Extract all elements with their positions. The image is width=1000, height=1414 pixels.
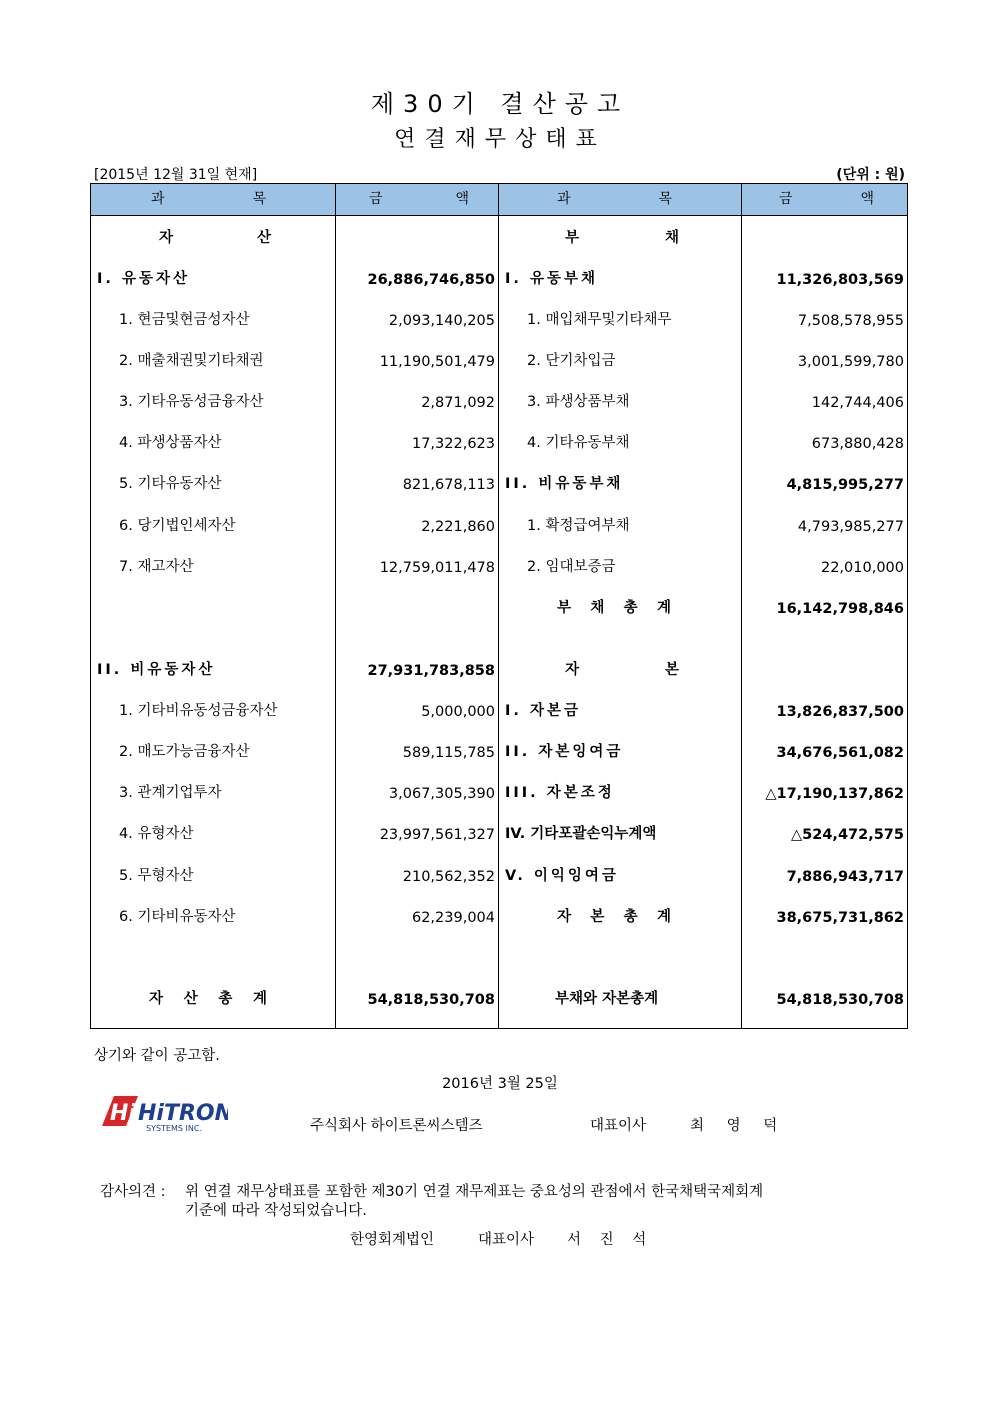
liabilities-total-value: 16,142,798,846: [776, 601, 904, 617]
equity-total-value: 38,675,731,862: [776, 910, 904, 926]
row-value: 5,000,000: [421, 704, 495, 720]
audit-opinion-line-2: 기준에 따라 작성되었습니다.: [185, 1203, 367, 1219]
row-value: 17,322,623: [411, 436, 495, 452]
row-label: I. 자본금: [505, 703, 581, 719]
header-subject-left: 과 목: [151, 191, 266, 207]
row-value: 3,067,305,390: [388, 786, 495, 802]
row-value: 13,826,837,500: [776, 704, 904, 720]
row-value: 23,997,561,327: [379, 827, 495, 843]
assets-heading: 자 산: [159, 230, 271, 246]
row-label: 4. 기타유동부채: [527, 435, 630, 451]
row-label: 3. 파생상품부채: [527, 394, 630, 410]
ceo-name: 최 영 덕: [690, 1118, 778, 1134]
row-label: 6. 당기법인세자산: [119, 518, 236, 534]
row-label: II. 비유동자산: [97, 662, 216, 678]
row-value: 12,759,011,478: [379, 560, 495, 576]
unit-note: (단위 : 원): [836, 167, 905, 183]
column-divider: [741, 184, 742, 1028]
auditor-firm: 한영회계법인: [350, 1232, 435, 1248]
row-value: 7,886,943,717: [786, 869, 904, 885]
row-label: 3. 관계기업투자: [119, 785, 222, 801]
row-label: I. 유동자산: [97, 271, 190, 287]
row-value: 11,326,803,569: [776, 272, 904, 288]
row-value: 2,221,860: [421, 519, 495, 535]
row-value: 2,093,140,205: [388, 313, 495, 329]
row-value: 4,793,985,277: [797, 519, 904, 535]
row-value: 4,815,995,277: [786, 477, 904, 493]
row-value: 673,880,428: [811, 436, 904, 452]
auditor-title: 대표이사: [478, 1232, 535, 1248]
svg-text:SYSTEMS INC.: SYSTEMS INC.: [146, 1124, 202, 1133]
row-value: 821,678,113: [402, 477, 495, 493]
ceo-title: 대표이사: [590, 1118, 647, 1134]
liabilities-total-label: 부 채 총 계: [557, 600, 671, 616]
row-value: 11,190,501,479: [379, 354, 495, 370]
header-amount-right: 금 액: [779, 191, 874, 207]
row-value: 26,886,746,850: [367, 272, 495, 288]
row-label: 1. 매입채무및기타채무: [527, 312, 672, 328]
row-label: IV. 기타포괄손익누계액: [505, 826, 657, 842]
row-label: 2. 매도가능금융자산: [119, 744, 250, 760]
equity-heading: 자 본: [565, 662, 679, 678]
row-label: III. 자본조정: [505, 785, 615, 801]
hitron-logo-icon: [98, 1090, 228, 1135]
row-value: △17,190,137,862: [765, 786, 904, 802]
row-label: 2. 단기차입금: [527, 353, 616, 369]
header-amount-left: 금 액: [369, 191, 469, 207]
svg-text:Hi: Hi: [110, 1101, 136, 1126]
row-label: 6. 기타비유동자산: [119, 909, 236, 925]
date-note: [2015년 12월 31일 현재]: [94, 167, 258, 183]
row-label: 4. 파생상품자산: [119, 435, 222, 451]
row-value: 7,508,578,955: [797, 313, 904, 329]
notice-statement: 상기와 같이 공고함.: [94, 1048, 220, 1064]
row-label: 2. 임대보증금: [527, 559, 616, 575]
row-value: 210,562,352: [402, 869, 495, 885]
row-value: 589,115,785: [402, 745, 495, 761]
notice-date: 2016년 3월 25일: [442, 1076, 558, 1092]
audit-label: 감사의견 :: [100, 1184, 166, 1200]
grand-total-value: 54,818,530,708: [776, 992, 904, 1008]
assets-total-label: 자 산 총 계: [149, 991, 267, 1007]
row-value: 62,239,004: [411, 910, 495, 926]
header-subject-right: 과 목: [557, 191, 672, 207]
svg-text:HiTRON: HiTRON: [138, 1101, 228, 1126]
liabilities-heading: 부 채: [565, 230, 679, 246]
row-label: 4. 유형자산: [119, 826, 194, 842]
row-value: 27,931,783,858: [367, 663, 495, 679]
row-value: 3,001,599,780: [797, 354, 904, 370]
company-logo: [98, 1090, 228, 1135]
column-divider: [498, 184, 499, 1028]
row-value: △524,472,575: [791, 827, 904, 843]
row-label: I. 유동부채: [505, 271, 598, 287]
row-value: 142,744,406: [811, 395, 904, 411]
row-label: 5. 기타유동자산: [119, 476, 222, 492]
row-label: 1. 확정급여부채: [527, 518, 630, 534]
row-value: 34,676,561,082: [776, 745, 904, 761]
row-label: 5. 무형자산: [119, 868, 194, 884]
equity-total-label: 자 본 총 계: [557, 909, 671, 925]
row-label: II. 자본잉여금: [505, 744, 624, 760]
row-label: 1. 현금및현금성자산: [119, 312, 250, 328]
grand-total-label: 부채와 자본총계: [555, 991, 659, 1007]
row-label: 7. 재고자산: [119, 559, 194, 575]
company-name: 주식회사 하이트론씨스템즈: [310, 1118, 483, 1134]
assets-total-value: 54,818,530,708: [367, 992, 495, 1008]
auditor-name: 서 진 석: [567, 1232, 647, 1248]
notice-title: 제30기 결산공고: [370, 90, 630, 118]
balance-sheet-table: [90, 183, 908, 1029]
row-label: 3. 기타유동성금융자산: [119, 394, 264, 410]
column-divider: [335, 184, 336, 1028]
row-value: 22,010,000: [820, 560, 904, 576]
row-label: 1. 기타비유동성금융자산: [119, 703, 278, 719]
row-label: 2. 매출채권및기타채권: [119, 353, 264, 369]
row-label: II. 비유동부채: [505, 476, 624, 492]
audit-opinion-line-1: 위 연결 재무상태표를 포함한 제30기 연결 재무제표는 중요성의 관점에서 한국채택국제회계: [185, 1184, 764, 1200]
row-value: 2,871,092: [421, 395, 495, 411]
statement-title: 연결재무상태표: [394, 127, 606, 152]
row-label: V. 이익잉여금: [505, 868, 619, 884]
